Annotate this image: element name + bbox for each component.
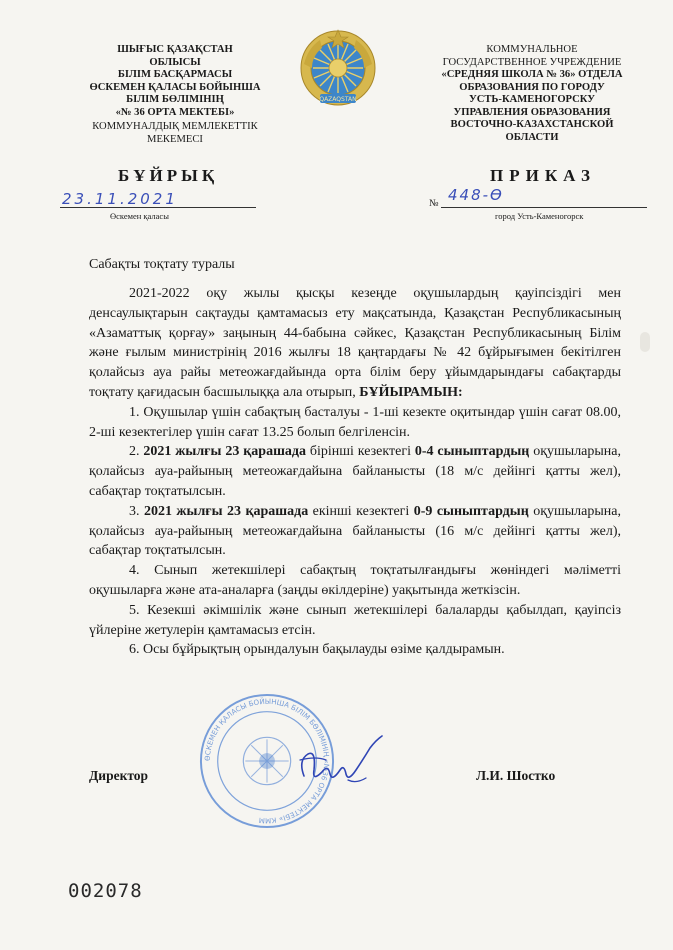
serial-number: 002078 — [68, 880, 143, 902]
order-item-2 — [89, 442, 621, 501]
header-left-line: ӨСКЕМЕН ҚАЛАСЫ БОЙЫНША — [89, 81, 261, 93]
title-ru: ПРИКАЗ — [490, 166, 596, 185]
director-signature-icon — [286, 730, 386, 790]
order-item-4: 4. Сынып жетекшілері сабақтың тоқтатылғандығы жөніндегі мәліметті оқушыларға және ата-аналарға (заңды өкілдеріне) уақытында жеткізсін. — [89, 563, 621, 598]
city-kz: Өскемен қаласы — [110, 211, 169, 221]
order-number-handwritten: 448-Ө — [448, 186, 504, 204]
order-item-3 — [89, 502, 621, 561]
order-item-5: 5. Кезекші әкімшілік және сынып жетекшілері балаларды қабылдап, қауіпсіз үйлеріне жетулерін қамтамасыз етсін. — [89, 602, 621, 638]
punch-hole — [640, 332, 650, 352]
title-kz: БҰЙРЫҚ — [118, 166, 219, 185]
item2-post: оқушыларына, қолайсыз ауа-райының метеожағдайына байланысты (18 м/с дейінгі қатты жел), сабақтар тоқтатылсын. — [89, 444, 622, 499]
item3-pre: 3. — [129, 503, 144, 519]
header-left-line: «№ 36 ОРТА МЕКТЕБІ» — [115, 106, 235, 118]
header-right-line: УПРАВЛЕНИЯ ОБРАЗОВАНИЯ — [453, 106, 611, 118]
date-underline — [60, 206, 256, 208]
header-left-line: БІЛІМ БАСҚАРМАСЫ — [117, 69, 233, 80]
header-left-line: КОММУНАЛДЫҚ МЕМЛЕКЕТТІК — [92, 121, 258, 132]
director-label: Директор — [89, 768, 149, 783]
intro-paragraph — [89, 284, 621, 403]
item2-grades: 0-4 сыныптардың — [414, 444, 530, 460]
header-right-line: ОБЛАСТИ — [505, 131, 559, 143]
item3-mid: екінші кезектегі — [308, 503, 414, 519]
header-right-line: ГОСУДАРСТВЕННОЕ УЧРЕЖДЕНИЕ — [442, 56, 622, 68]
order-item-6: 6. Осы бұйрықтың орындалуын бақылауды өзіме қалдырамын. — [129, 642, 505, 658]
item3-post: оқушыларына, қолайсыз ауа-райының метеожағдайына байланысты (16 м/с дейінгі қатты жел), сабақтар тоқтатылсын. — [89, 503, 621, 559]
number-prefix: № — [429, 198, 439, 209]
number-underline — [441, 206, 647, 208]
header-right-line: ВОСТОЧНО-КАЗАХСТАНСКОЙ — [450, 119, 614, 130]
intro-bold: БҰЙЫРАМЫН: — [359, 384, 463, 400]
intro-text: 2021-2022 оқу жылы қысқы кезеңде оқушылардың қауіпсіздігі мен денсаулықтарын сақтауды қамтамасыз ету мақсатында, Қазақстан Республикасының «Азаматтық қорғау» заңының 44-бабына сәйкес, Қазақстан Республикасының Білім және ғылым министрінің 2016 жылғы 18 қаңтардағы № 42 бұйрығымен бекітілген қолайсыз ауа райы метеожағдайында орта білім беру ұйымдарындағы сабақтарды тоқтату қағидасын басшылыққа ала отырып, — [89, 286, 621, 400]
director-name: Л.И. Шостко — [476, 768, 556, 783]
item3-date: 2021 жылғы 23 қарашада — [143, 503, 309, 519]
item2-mid: бірінші кезектегі — [305, 444, 415, 460]
order-item-1: 1. Оқушылар үшін сабақтың басталуы - 1-ші кезекте оқитындар үшін сағат 08.00, 2-ші кезектегілер үшін сағат 13.25 болып белгіленсін. — [89, 404, 621, 440]
stamp-text: ӨСКЕМЕН ҚАЛАСЫ БОЙЫНША БІЛІМ БӨЛІМІНІҢ «№36 ОРТА МЕКТЕБІ» КММ — [202, 696, 332, 826]
date-handwritten: 23.11.2021 — [62, 190, 178, 208]
order-body — [89, 284, 621, 660]
header-left-line: БІЛІМ БӨЛІМІНІҢ — [126, 94, 224, 105]
emblem-caption: QAZAQSTAN — [319, 96, 357, 103]
item2-pre: 2. — [129, 444, 144, 460]
header-right-line: ОБРАЗОВАНИЯ ПО ГОРОДУ — [459, 81, 605, 93]
header-left-line: МЕКЕМЕСІ — [147, 133, 203, 145]
item3-grades: 0-9 сыныптардың — [413, 503, 529, 519]
state-emblem-icon — [298, 28, 378, 108]
header-left-kz — [68, 44, 282, 146]
header-right-line: УСТЬ-КАМЕНОГОРСКУ — [468, 94, 596, 105]
city-ru: город Усть-Каменогорск — [495, 211, 584, 221]
order-subject: Сабақты тоқтату туралы — [89, 257, 235, 272]
header-right-ru — [432, 44, 632, 144]
item2-date: 2021 жылғы 23 қарашада — [143, 444, 306, 460]
header-right-line: «СРЕДНЯЯ ШКОЛА № 36» ОТДЕЛА — [441, 69, 623, 80]
header-left-line: ОБЛЫСЫ — [149, 56, 201, 68]
header-left-line: ШЫҒЫС ҚАЗАҚСТАН — [117, 44, 233, 55]
header-right-line: КОММУНАЛЬНОЕ — [486, 44, 578, 55]
